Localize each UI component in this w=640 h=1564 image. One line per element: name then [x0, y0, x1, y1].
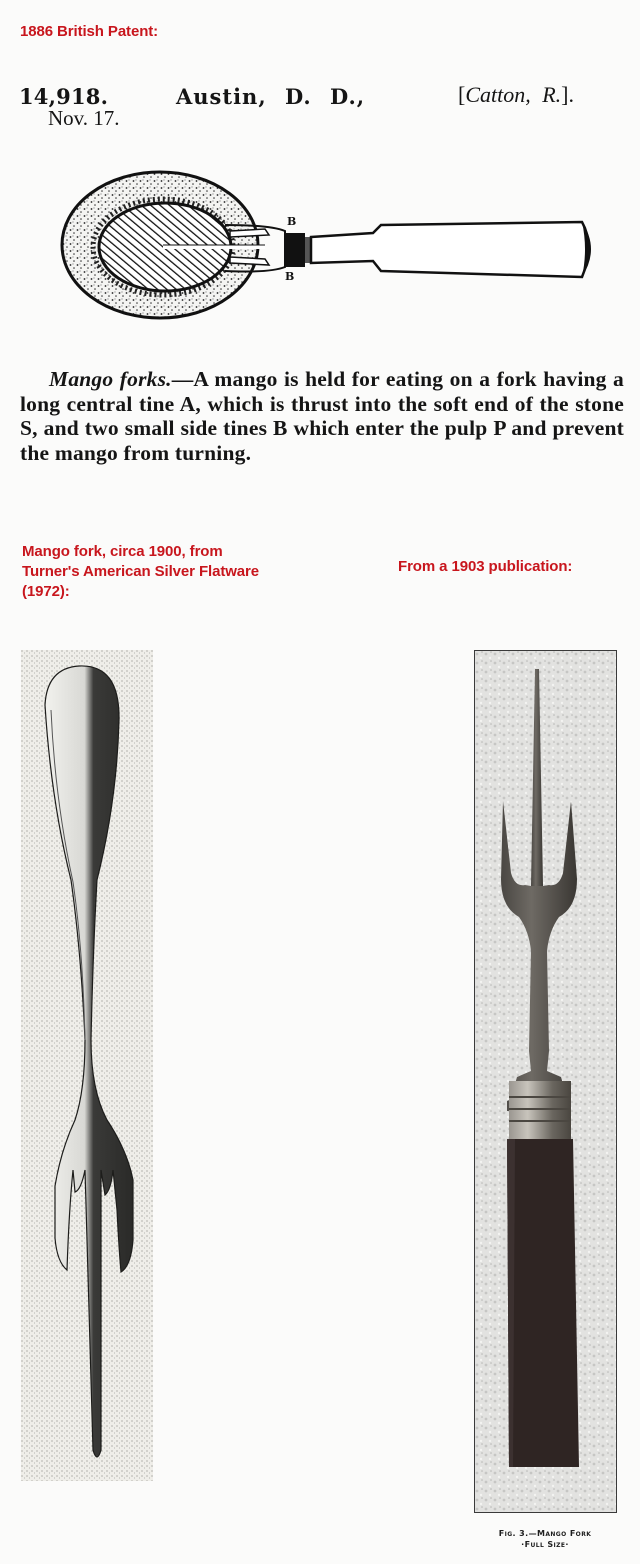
mango-on-fork-illustration	[55, 165, 615, 325]
caption-left: Mango fork, circa 1900, from Turner's American Silver Flatware (1972):	[22, 543, 260, 600]
figure-caption	[470, 1528, 620, 1550]
photo-mango-fork-1900	[21, 650, 153, 1481]
patent-date: Nov. 17.	[48, 106, 120, 130]
patent-agent	[458, 82, 574, 108]
agent-bracket-open: [	[458, 82, 466, 107]
agent-name: Catton, R.	[465, 82, 562, 107]
patent-applicant: Austin, D. D.,	[176, 84, 366, 109]
label-b-bottom: B	[285, 270, 295, 283]
photo-mango-fork-1903	[474, 650, 617, 1513]
patent-description	[20, 367, 624, 465]
label-b-top: B	[287, 215, 297, 228]
patent-number: 14,918.	[19, 84, 109, 109]
page-title: 1886 British Patent:	[20, 23, 159, 40]
description-body: —A mango is held for eating on a fork having a long central tine A, which is thrust into the soft end of the stone S, and two small side tines B which enter the pulp P and prevent the mango from turning.	[20, 367, 624, 465]
fork-illustration-left	[21, 650, 153, 1481]
description-lead: Mango forks.	[49, 367, 172, 391]
figure-caption-line1: Fig. 3.—Mango Fork	[498, 1529, 592, 1538]
patent-drawing	[55, 165, 615, 330]
fork-illustration-right	[475, 651, 616, 1512]
figure-caption-line2: ·Full Size·	[521, 1540, 569, 1549]
caption-right: From a 1903 publication:	[398, 558, 573, 575]
agent-bracket-close: ].	[561, 82, 574, 107]
